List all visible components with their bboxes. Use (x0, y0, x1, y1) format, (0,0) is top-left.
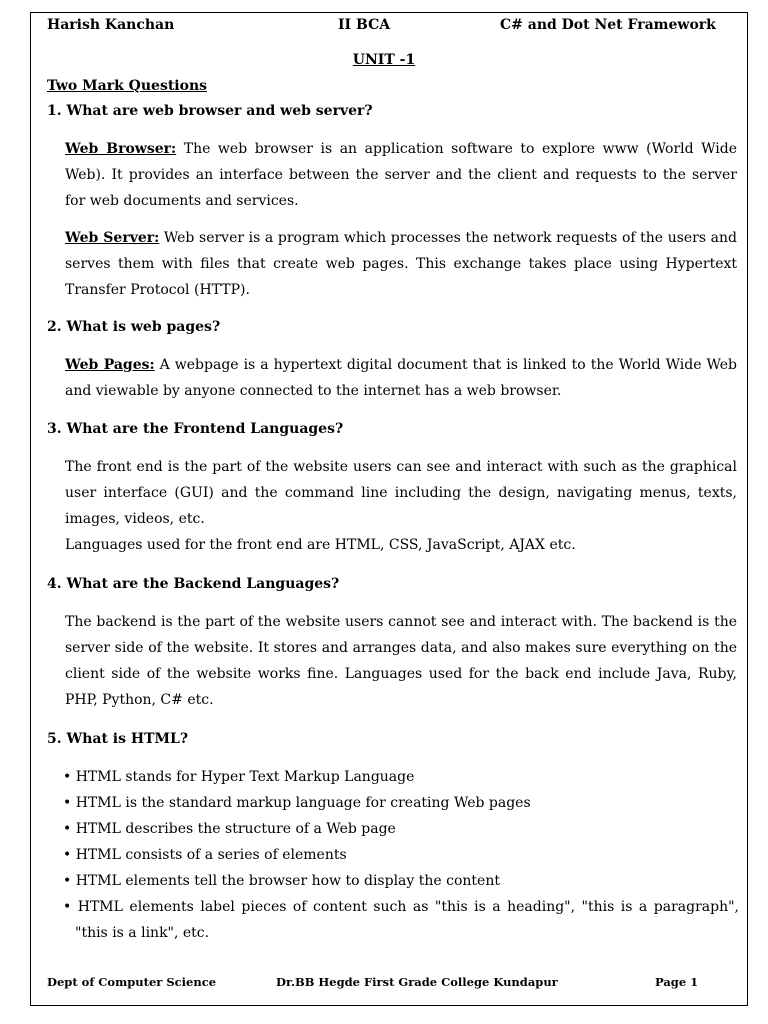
term-web-browser: Web Browser: (65, 141, 177, 157)
unit-title: UNIT -1 (352, 52, 416, 68)
footer-page-number: Page 1 (655, 975, 699, 989)
list-item: • HTML consists of a series of elements (63, 847, 347, 863)
header-class: II BCA (338, 17, 391, 33)
definition-web-pages: A webpage is a hypertext digital document that is linked to the World Wide Web and viewable by anyone connected to the internet has a web browser. (65, 357, 737, 399)
frontend-languages: Languages used for the front end are HTML, CSS, JavaScript, AJAX etc. (65, 537, 576, 553)
footer-college: Dr.BB Hegde First Grade College Kundapur (276, 975, 558, 989)
header-subject: C# and Dot Net Framework (500, 17, 716, 33)
header-author: Harish Kanchan (47, 17, 175, 33)
term-web-pages: Web Pages: (65, 357, 155, 373)
answer-web-server (65, 225, 737, 303)
backend-description: The backend is the part of the website users cannot see and interact with. The backend is the server side of the website. It stores and arranges data, and also makes sure everything on the client side of the website works fine. Languages used for the back end include Java, Ruby, PHP, Python, C# etc. (65, 614, 737, 708)
list-item: • HTML describes the structure of a Web page (63, 821, 396, 837)
html-bullet-list (63, 764, 739, 946)
answer-web-browser (65, 136, 737, 214)
list-item: • HTML is the standard markup language for creating Web pages (63, 795, 531, 811)
answer-backend (65, 609, 737, 713)
definition-web-browser: The web browser is an application software to explore www (World Wide Web). It provides an interface between the server and the client and requests to the server for web documents and services. (65, 141, 737, 209)
term-web-server: Web Server: (65, 230, 160, 246)
footer-department: Dept of Computer Science (47, 975, 217, 989)
list-item: • HTML stands for Hyper Text Markup Language (63, 769, 415, 785)
section-title: Two Mark Questions (47, 78, 208, 94)
answer-frontend (65, 454, 737, 558)
question-4: 4. What are the Backend Languages? (47, 576, 340, 592)
question-2: 2. What is web pages? (47, 319, 221, 335)
question-5: 5. What is HTML? (47, 731, 189, 747)
list-item: • HTML elements label pieces of content such as "this is a heading", "this is a paragraph", "this is a link", etc. (63, 899, 739, 941)
question-3: 3. What are the Frontend Languages? (47, 421, 344, 437)
answer-web-pages (65, 352, 737, 404)
frontend-description: The front end is the part of the website users can see and interact with such as the graphical user interface (GUI) and the command line including the design, navigating menus, texts, images, videos, etc. (65, 459, 737, 527)
list-item: • HTML elements tell the browser how to display the content (63, 873, 500, 889)
definition-web-server: Web server is a program which processes the network requests of the users and serves them with files that create web pages. This exchange takes place using Hypertext Transfer Protocol (HTTP). (65, 230, 737, 298)
question-1: 1. What are web browser and web server? (47, 103, 373, 119)
